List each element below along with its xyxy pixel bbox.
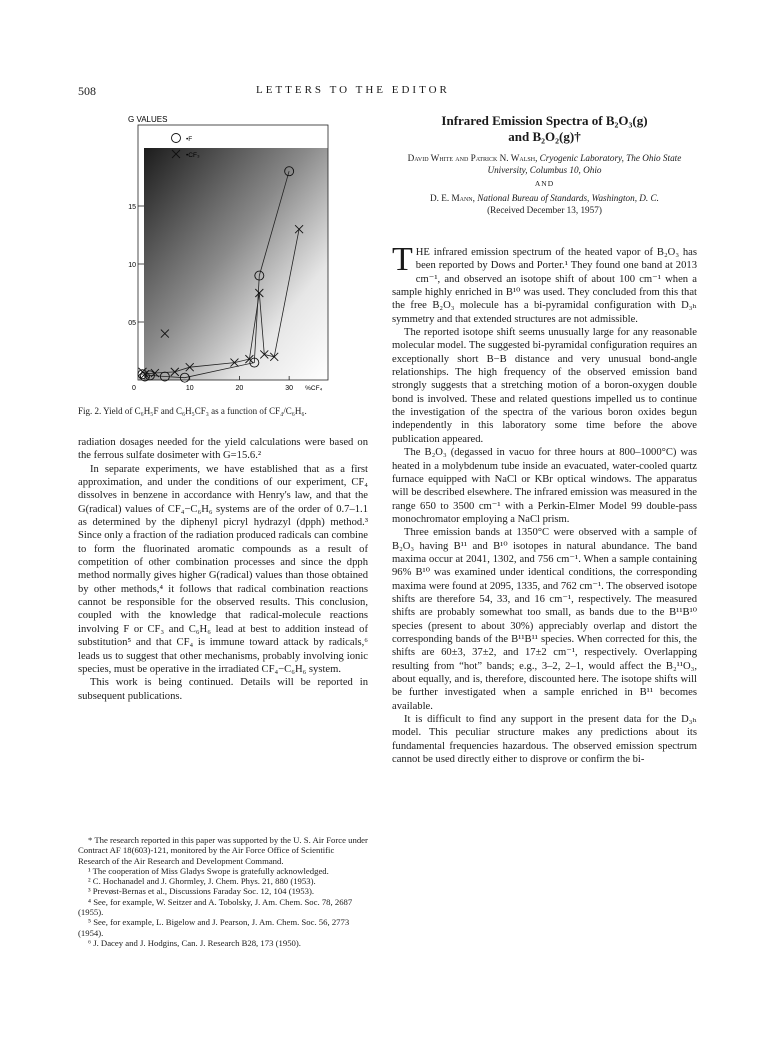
footnote: ⁵ See, for example, L. Bigelow and J. Pearson, J. Am. Chem. Soc. 56, 2773 (1954). — [78, 917, 350, 938]
footnote: ⁴ See, for example, W. Seitzer and A. Tobolsky, J. Am. Chem. Soc. 78, 2687 (1955). — [78, 896, 353, 918]
authors-1: David White and Patrick N. Walsh, — [407, 153, 538, 163]
affiliation-1: Cryogenic Laboratory, The Ohio State University, Columbus 10, Ohio — [487, 153, 682, 175]
page-number: 508 — [78, 84, 96, 98]
footnote: ⁶ J. Dacey and J. Hodgins, Can. J. Research B28, 173 (1950). — [88, 937, 301, 948]
figure-caption: Fig. 2. Yield of C₆H₅F and C₆H₅CF₃ as a function of CF₄/C₆H₆. — [78, 406, 307, 416]
y-tick-label: 05 — [128, 320, 136, 327]
y-axis-label: G VALUES — [128, 115, 168, 124]
left-paragraph: In separate experiments, we have established that as a first approximation, and under the conditions of our experiment, CF₄ dissolves in benzene in accordance with Henry's law, and that the G(radical) values of CF₄−C₆H₆ systems are of the order of 0.7–1.1 as determined by the diphenyl picryl hydrazyl (dpph) method.³ Since only a fraction of the radiation produced radicals can combine to form the fluorinated aromatic compounds as a result of competition of other combination processes and since the dpph method normally gives higher G(radical) values than those obtained by other methods,⁴ it follows that radical combination reactions cannot be responsible for the observed results. This conclusion, coupled with the knowledge that radical-molecule reactions involving F or CF₃ and C₆H₆ lead at best to addition instead of substitution⁵ and that CF₄ is immune toward attack by radicals,⁶ leads us to suggest that other mechanisms, probably involving ionic species, must be operative in the irradiated CF₄−C₆H₆ system. — [78, 463, 368, 675]
x-tick-label: 10 — [185, 385, 194, 392]
left-paragraph: radiation dosages needed for the yield calculations were based on the ferrous sulfate dosimeter with G=15.6.² — [78, 437, 368, 462]
running-header — [78, 84, 698, 100]
author-block — [392, 152, 697, 216]
footnote: ² C. Hochanadel and J. Ghormley, J. Chem. Phys. 21, 880 (1953). — [88, 876, 316, 887]
received-date: (Received December 13, 1957) — [487, 205, 602, 215]
article-paragraph: The B₂O₃ (degassed in vacuo for three hours at 800–1000°C) was heated in a molybdenum tube inside an evacuated, water-cooled quartz furnace equipped with NaCl or KBr optical windows. The apparatus will be described elsewhere. The infrared emission was measured in the range 650 to 3500 cm⁻¹ with a Perkin-Elmer Model 99 double-pass monochromator employing a NaCl prism. — [392, 447, 697, 525]
article-paragraph: Three emission bands at 1350°C were observed with a sample of B₂O₃ having B¹¹ and B¹⁰ isotopes in natural abundance. The band maxima occur at 2041, 1302, and 756 cm⁻¹. When a sample containing 96% B¹⁰ was examined under identical conditions, the corresponding maxima were found at 2095, 1335, and 762 cm⁻¹. The observed isotope shifts are therefore 54, 33, and 16 cm⁻¹, respectively. The measured shifts are probably somewhat too small, as bands due to the B¹¹B¹⁰ species (present to about 30%) appreciably overlap and distort the corresponding bands of the B¹¹B¹¹ species. When corrected for this, the shifts are 60±3, 37±2, and 17±2 cm⁻¹, respectively. Overlapping resulting from “hot” bands; e.g., 3–2, 2–1, would affect the B₂¹¹O₃, about equally, and is, therefore, discounted here. The isotope shifts will be further investigated when a sample enriched in B¹¹ becomes available. — [392, 527, 697, 712]
x-tick-label: 0 — [132, 385, 136, 392]
article-title — [392, 113, 697, 145]
footnotes — [78, 835, 368, 948]
figure-2 — [78, 108, 378, 408]
footnote: ¹ The cooperation of Miss Gladys Swope is gratefully acknowledged. — [88, 865, 329, 876]
x-axis-label: %CF₄ — [305, 385, 323, 392]
first-paragraph — [392, 241, 697, 326]
first-paragraph-text: HE infrared emission spectrum of the heated vapor of B₂O₃ has been reported by Dows and Porter.¹ They found one band at 2013 cm⁻¹, and observed an isotope shift of about 100 cm⁻¹ when a sample highly enriched in B¹⁰ was used. They concluded from this that the free B₂O₃ molecule has a bi-pyramidal configuration with D₃ₕ symmetry and that extended structures are not admissible. — [392, 247, 697, 325]
y-tick-label: 15 — [128, 204, 136, 211]
footnote: ³ Prevøst-Bernas et al., Discussions Faraday Soc. 12, 104 (1953). — [88, 886, 315, 897]
left-paragraph: This work is being continued. Details will be reported in subsequent publications. — [78, 677, 368, 702]
journal-section-title: LETTERS TO THE EDITOR — [256, 84, 450, 96]
affiliation-2: National Bureau of Standards, Washington, D. C. — [477, 193, 659, 203]
title-line-2: and B₂O₂(g)† — [508, 129, 581, 144]
x-tick-label: 20 — [235, 385, 244, 392]
article-paragraph: The reported isotope shift seems unusually large for any reasonable molecular model. The suggested bi-pyramidal configuration requires an exceptionally short B−B distance and very unusual bond-angle relationships. The high frequency of the observed emission band strongly suggests that a stretching motion of a boron-oxygen double bond is involved. These and related questions impelled us to continue the investigation of the spectra of the various boron oxides begun independently in this laboratory some time before the above publication appeared. — [392, 327, 697, 445]
legend-bg — [140, 126, 326, 148]
x-tick-label: 30 — [285, 385, 294, 392]
title-line-1: Infrared Emission Spectra of B₂O₃(g) — [441, 113, 648, 128]
plot-frame — [138, 125, 328, 380]
footnote: * The research reported in this paper was supported by the U. S. Air Force under Contract AF 18(603)-121, monitored by the Air Force Office of Scientific Research of the Air Research and Development Command. — [78, 835, 368, 866]
legend-label-cf3: •CF₃ — [186, 152, 200, 159]
yield-chart — [78, 108, 378, 408]
article-body — [392, 241, 697, 766]
authors-2: D. E. Mann, — [430, 193, 475, 203]
y-tick-label: 10 — [128, 262, 136, 269]
and-separator: AND — [534, 179, 555, 188]
legend-label-f: •F — [186, 136, 193, 143]
article-paragraph: It is difficult to find any support in the present data for the D₃ₕ model. This peculiar structure makes any predictions about its fundamental frequencies hazardous. The observed emission spectrum cannot be used directly either to disprove or confirm the bi- — [392, 714, 697, 766]
left-column-text — [78, 436, 368, 703]
drop-cap: T — [392, 241, 413, 278]
